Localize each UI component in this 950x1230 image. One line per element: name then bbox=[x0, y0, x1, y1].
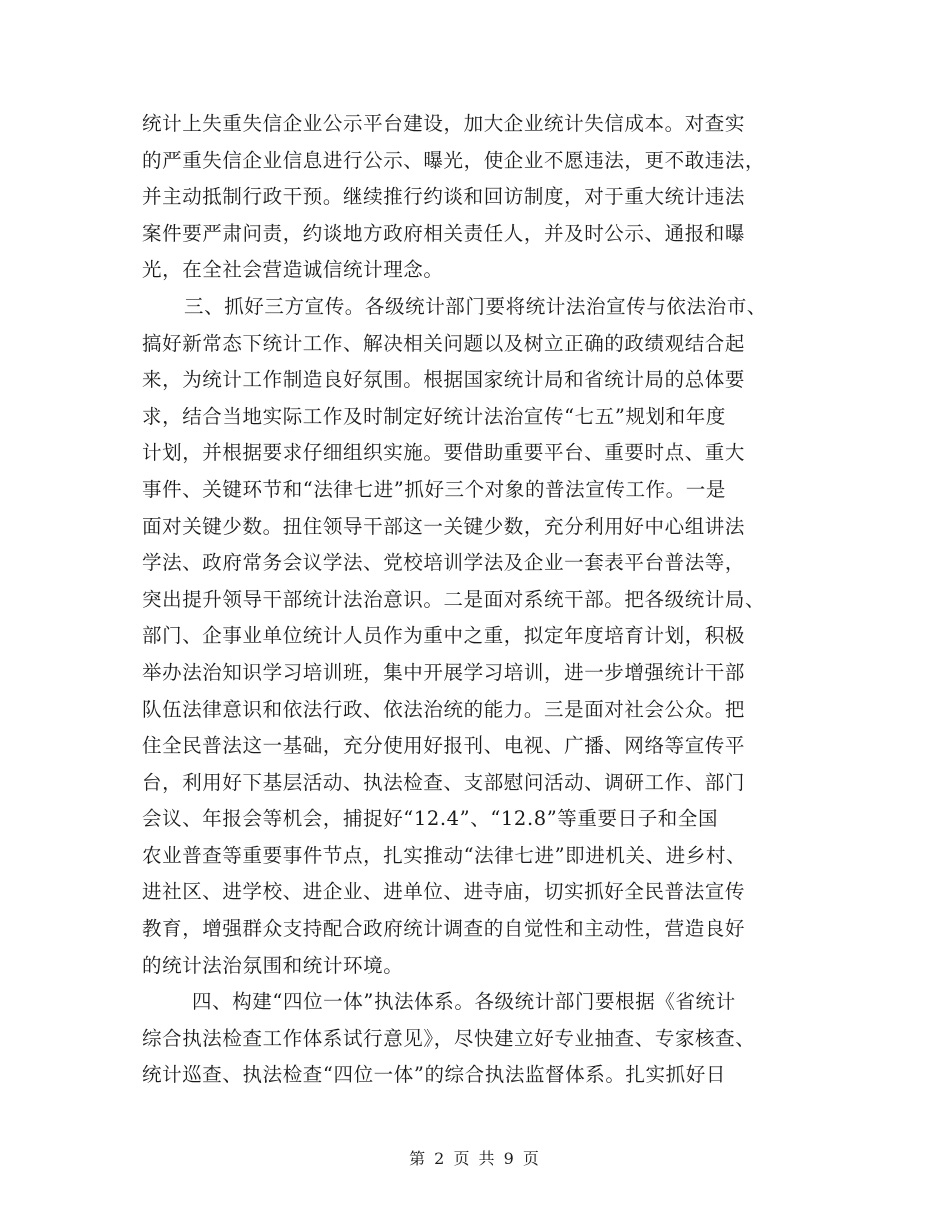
text-line: 部门、企事业单位统计人员作为重中之重，拟定年度培育计划，积极 bbox=[142, 624, 746, 648]
page-number-footer: 第 2 页 共 9 页 bbox=[409, 1149, 541, 1168]
text-line: 搞好新常态下统计工作、解决相关问题以及树立正确的政绩观结合起 bbox=[142, 331, 746, 355]
text-line: 光，在全社会营造诚信统计理念。 bbox=[142, 258, 444, 282]
text-line: 事件、关键环节和“法律七进”抓好三个对象的普法宣传工作。一是 bbox=[142, 477, 726, 501]
text-line: 统计巡查、执法检查“四位一体”的综合执法监督体系。扎实抓好日 bbox=[142, 1063, 726, 1087]
text-line: 的统计法治氛围和统计环境。 bbox=[142, 953, 404, 977]
text-line: 案件要严肃问责，约谈地方政府相关责任人，并及时公示、通报和曝 bbox=[142, 221, 746, 245]
paragraph-section-three bbox=[142, 289, 812, 984]
text-line: 教育，增强群众支持配合政府统计调查的自觉性和主动性，营造良好 bbox=[142, 917, 746, 941]
paragraph-section-four bbox=[142, 984, 812, 1094]
text-line: 来，为统计工作制造良好氛围。根据国家统计局和省统计局的总体要 bbox=[142, 368, 746, 392]
text-line: 农业普查等重要事件节点，扎实推动“法律七进”即进机关、进乡村、 bbox=[142, 843, 747, 867]
text-line: 进社区、进学校、进企业、进单位、进寺庙，切实抓好全民普法宣传 bbox=[142, 880, 746, 904]
text-line: 台，利用好下基层活动、执法检查、支部慰问活动、调研工作、部门 bbox=[142, 770, 746, 794]
text-line: 求，结合当地实际工作及时制定好统计法治宣传“七五”规划和年度 bbox=[142, 404, 726, 428]
text-line: 队伍法律意识和依法行政、依法治统的能力。三是面对社会公众。把 bbox=[142, 697, 746, 721]
text-line: 住全民普法这一基础，充分使用好报刊、电视、广播、网络等宣传平 bbox=[142, 734, 746, 758]
text-line: 举办法治知识学习培训班，集中开展学习培训，进一步增强统计干部 bbox=[142, 660, 746, 684]
text-line: 并主动抵制行政干预。继续推行约谈和回访制度，对于重大统计违法 bbox=[142, 185, 746, 209]
text-line: 综合执法检查工作体系试行意见》，尽快建立好专业抽查、专家核查、 bbox=[142, 1026, 756, 1050]
section-heading-line: 四、构建“四位一体”执法体系。各级统计部门要根据《省统计 bbox=[192, 990, 736, 1014]
text-line: 突出提升领导干部统计法治意识。二是面对系统干部。把各级统计局、 bbox=[142, 587, 766, 611]
text-line: 学法、政府常务会议学法、党校培训学法及企业一套表平台普法等， bbox=[142, 551, 746, 575]
section-heading-line: 三、抓好三方宣传。各级统计部门要将统计法治宣传与依法治市、 bbox=[184, 294, 767, 318]
text-line: 面对关键少数。扭住领导干部这一关键少数，充分利用好中心组讲法 bbox=[142, 514, 746, 538]
document-body bbox=[142, 106, 812, 1094]
text-line: 计划，并根据要求仔细组织实施。要借助重要平台、重要时点、重大 bbox=[142, 441, 746, 465]
text-line: 会议、年报会等机会，捕捉好“12.4”、“12.8”等重要日子和全国 bbox=[142, 807, 719, 831]
text-line: 统计上失重失信企业公示平台建设，加大企业统计失信成本。对查实 bbox=[142, 112, 746, 135]
paragraph-continued bbox=[142, 106, 812, 289]
text-line: 的严重失信企业信息进行公示、曝光，使企业不愿违法，更不敢违法， bbox=[142, 148, 766, 172]
